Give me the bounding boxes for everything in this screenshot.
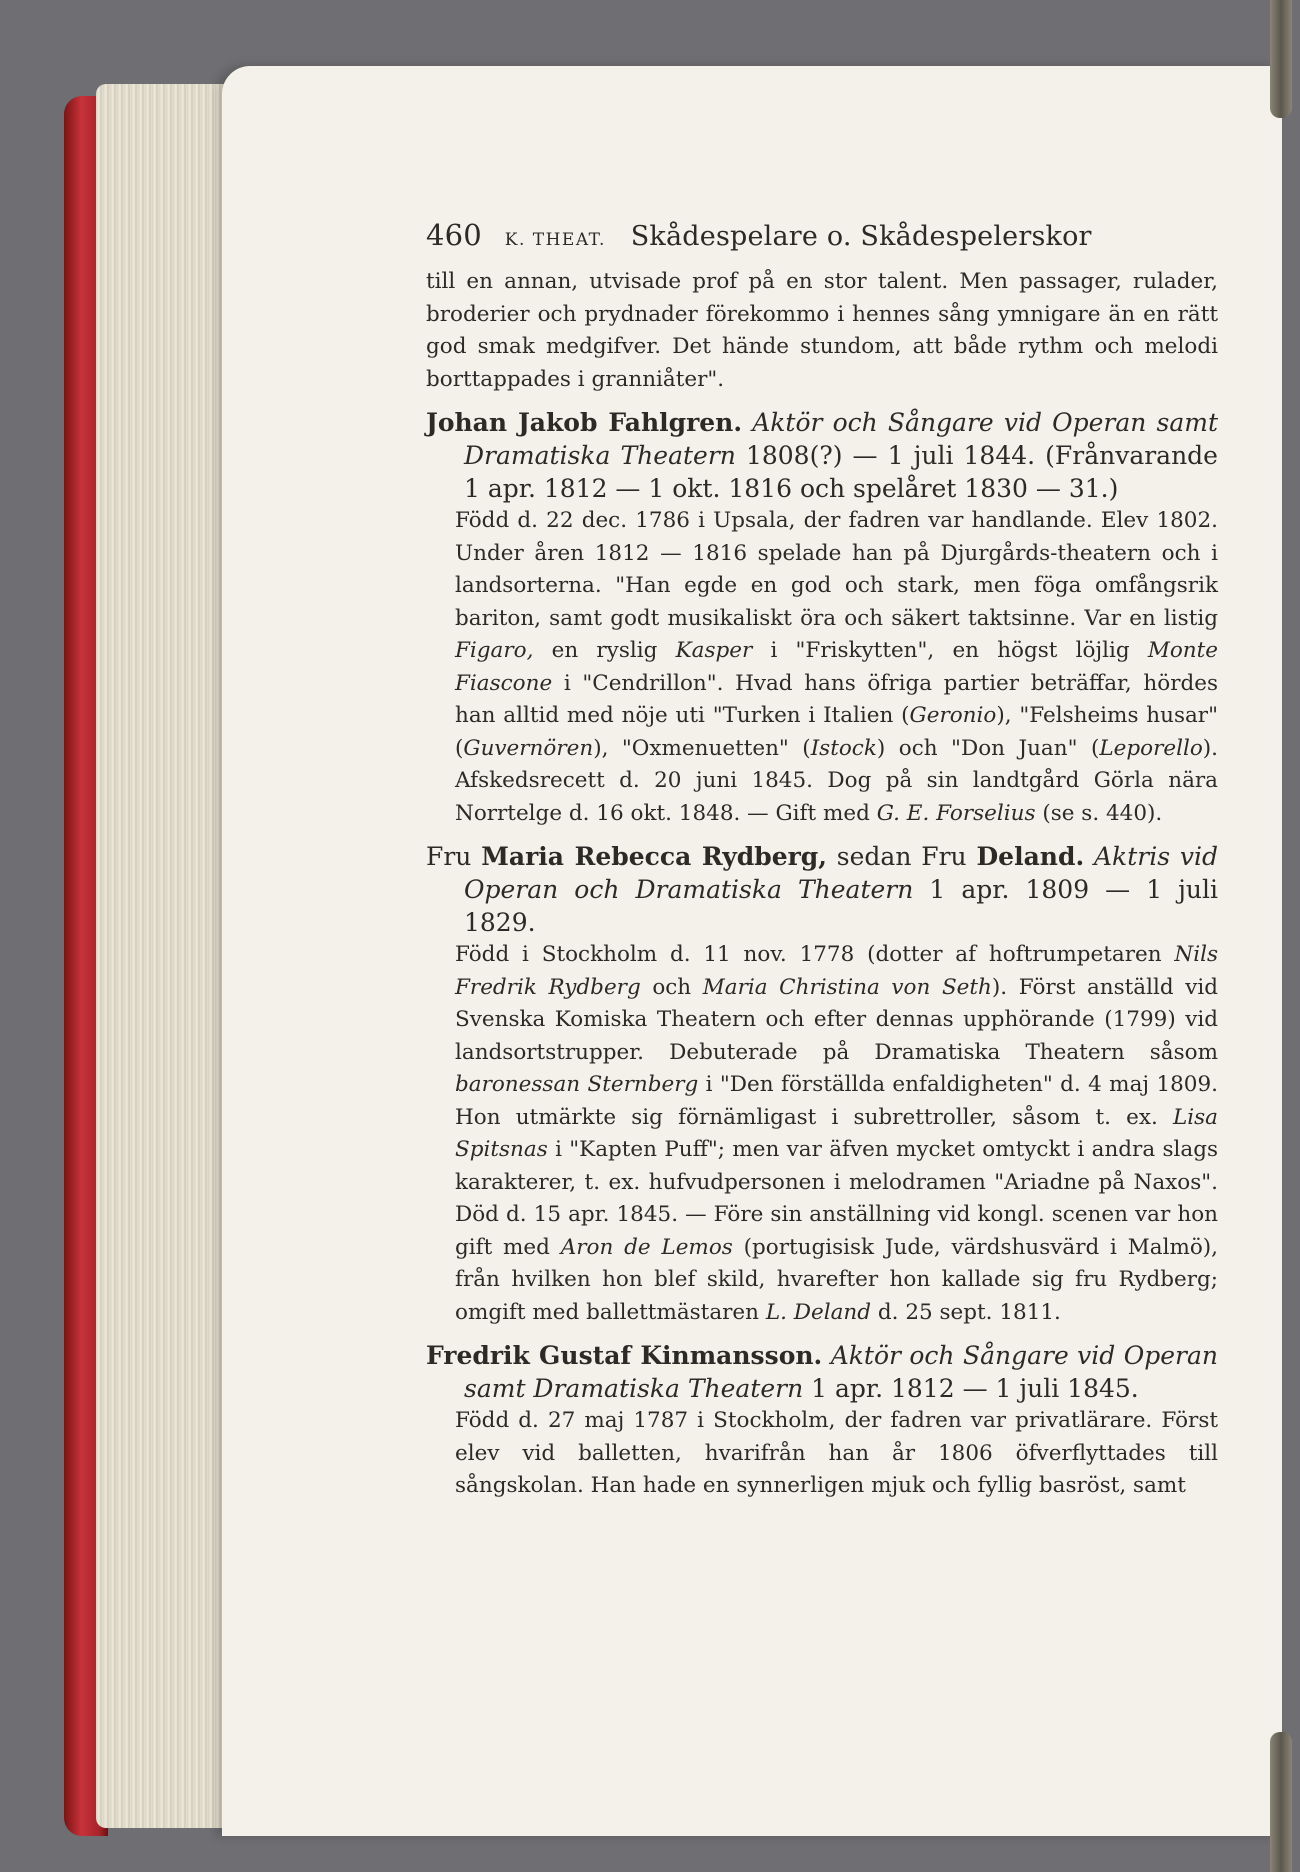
italic-name: Aron de Lemos [560, 1234, 733, 1260]
entry [426, 840, 1218, 1329]
entry-role: Aktör och Sångare vid Operan samt Dramatiska Theatern [464, 1341, 1218, 1403]
italic-name: Geronio [909, 703, 997, 728]
header-title: Skådespelare o. Skådespelerskor [630, 221, 1092, 252]
italic-name: baronessan Sternberg [455, 1072, 699, 1097]
page-number: 460 [426, 218, 482, 252]
entry-body: Född i Stockholm d. 11 nov. 1778 (dotter af hoftrumpetaren Nils Fredrik Rydberg och Maria Christina von Seth). Först anställd vid Svenska Komiska Theatern och efter dennas upphörande (1799) vid landsortstrupper. Debuterade på Dramatiska Theatern såsom baronessan Sternberg i "Den förställda enfaldigheten" d. 4 maj 1809. Hon utmärkte sig förnämligast i subrettroller, såsom t. ex. Lisa Spitsnas i "Kapten Puff"; men var äfven mycket omtyckt i andra slags karakterer, t. ex. hufvudpersonen i melodramen "Ariadne på Naxos". Död d. 15 apr. 1845. — Före sin anställning vid kongl. scenen var hon gift med Aron de Lemos (portugisisk Jude, värdshusvärd i Malmö), från hvilken hon blef skild, hvarefter hon kallade sig fru Rydberg; omgift med ballettmästaren L. Deland d. 25 sept. 1811. [455, 942, 1218, 1325]
italic-name: Kasper [675, 638, 753, 663]
italic-name: Maria Christina von Seth [702, 974, 992, 1000]
italic-name: G. E. Forselius [876, 800, 1036, 826]
entry-role: Aktör och Sångare vid Operan samt Dramatiska Theatern [464, 408, 1218, 470]
entry-heading [426, 406, 1218, 505]
page-text [426, 218, 1218, 1503]
entry-name-joiner: sedan Fru [826, 842, 977, 871]
running-header [426, 218, 1218, 252]
entry [426, 406, 1218, 830]
page-clip-top [1270, 0, 1292, 118]
italic-name: Guvernören [463, 735, 594, 761]
italic-name: Lisa Spitsnas [455, 1104, 1218, 1162]
italic-name: Nils Fredrik Rydberg [455, 942, 1218, 1000]
entry-dates: 1 apr. 1809 — 1 juli 1829. [464, 875, 1218, 937]
italic-name: Monte Fiascone [455, 638, 1218, 696]
entry-body: Född d. 22 dec. 1786 i Upsala, der fadren var handlande. Elev 1802. Under åren 1812 — 1816 spelade han på Djurgårds-theatern och i landsorterna. "Han egde en god och stark, men föga omfångsrik bariton, samt godt musikaliskt öra och säkert taktsinne. Var en listig Figaro, en ryslig Kasper i "Friskytten", en högst löjlig Monte Fiascone i "Cendrillon". Hvad hans öfriga partier beträffar, hördes han alltid med nöje uti "Turken i Italien (Geronio), "Felsheims husar" (Guvernören), "Oxmenuetten" (Istock) och "Don Juan" (Leporello). Afskedsrecett d. 20 juni 1845. Dog på sin landtgård Görla nära Norrtelge d. 16 okt. 1848. — Gift med G. E. Forselius (se s. 440). [455, 508, 1218, 826]
entries-list [426, 406, 1218, 1503]
header-abbr: K. THEAT. [504, 230, 606, 250]
entry-name: Fredrik Gustaf Kinmansson. [426, 1341, 823, 1370]
entry-prefix: Fru [426, 842, 482, 871]
italic-name: Istock [810, 735, 877, 761]
entry-body: Född d. 27 maj 1787 i Stockholm, der fadren var privatlärare. Först elev vid balletten, hvarifrån han år 1806 öfverflyttades till sångskolan. Han hade en synnerligen mjuk och fyllig basröst, samt [455, 1408, 1218, 1498]
entry-name: Maria Rebecca Rydberg, [481, 842, 827, 871]
italic-name: L. Deland [765, 1299, 872, 1325]
entry-name: Johan Jakob Fahlgren. [426, 408, 743, 437]
entry-dates: 1808(?) — 1 juli 1844. (Frånvarande 1 apr. 1812 — 1 okt. 1816 och spelåret 1830 — 31.) [464, 441, 1218, 503]
page-clip-bottom [1270, 1732, 1292, 1872]
italic-name: Figaro, [455, 638, 534, 663]
entry [426, 1339, 1218, 1503]
continuation-paragraph: till en annan, utvisade prof på en stor talent. Men passager, rulader, broderier och prydnader förekommo i hennes sång ymnigare än en rätt god smak medgifver. Det hände stundom, att både rythm och melodi borttappades i granniåter". [426, 269, 1218, 392]
entry-heading [426, 1339, 1218, 1405]
italic-name: Leporello [1099, 735, 1203, 761]
entry-dates: 1 apr. 1812 — 1 juli 1845. [811, 1374, 1139, 1403]
entry-role: Aktris vid Operan och Dramatiska Theatern [464, 842, 1218, 904]
entry-name-alt: Deland. [976, 842, 1085, 871]
entry-heading [426, 840, 1218, 939]
